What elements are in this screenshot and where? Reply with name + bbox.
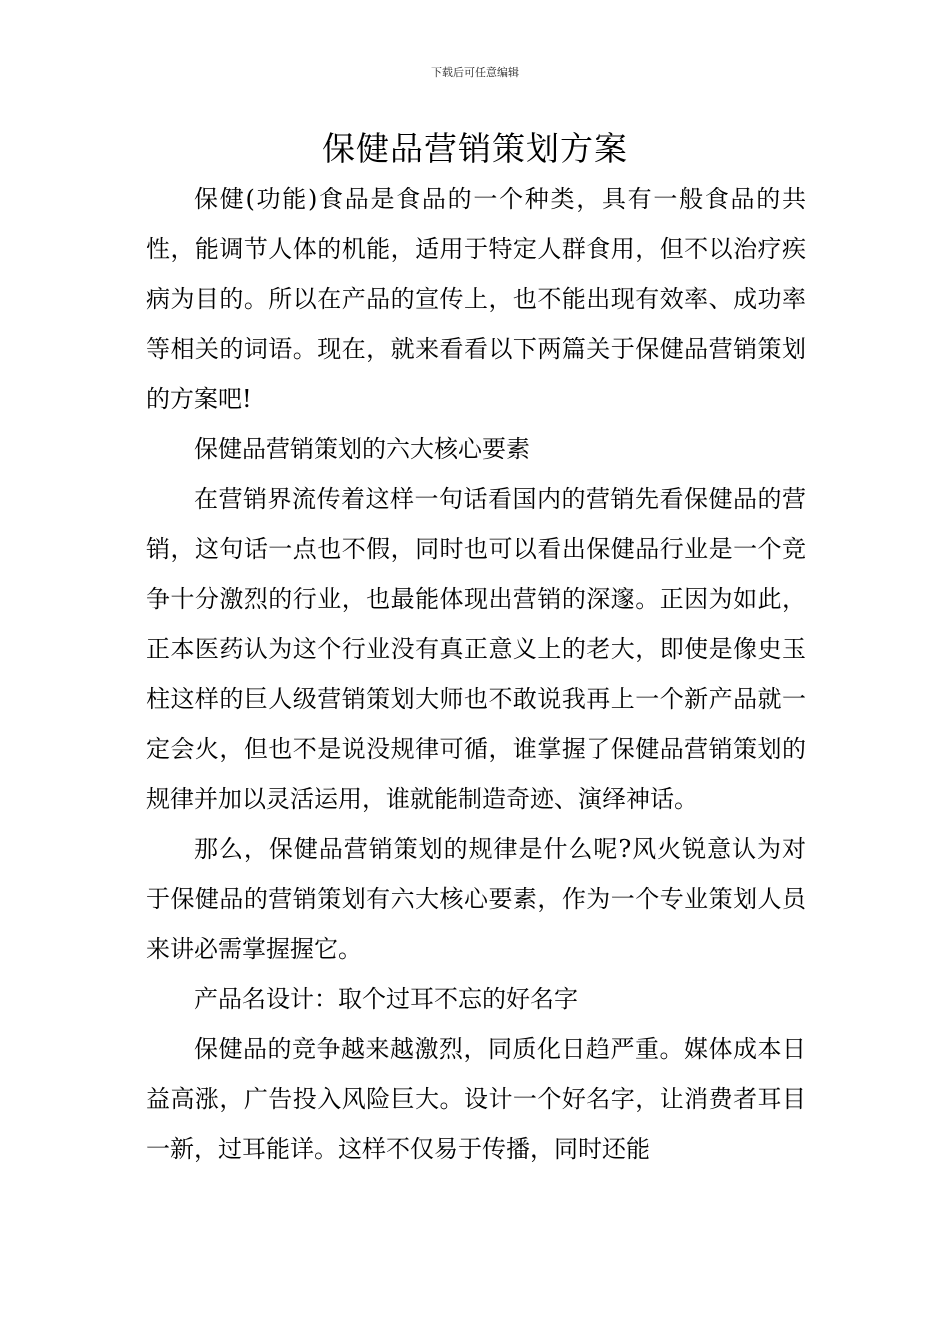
body-paragraph: 那么，保健品营销策划的规律是什么呢?风火锐意认为对于保健品的营销策划有六大核心要素，作为一个专业策划人员来讲必需掌握握它。 [146, 835, 806, 963]
header-note: 下载后可任意编辑 [431, 66, 519, 79]
document-body [146, 174, 806, 1174]
document-title: 保健品营销策划方案 [322, 129, 628, 168]
section-heading-six-core-elements: 保健品营销策划的六大核心要素 [194, 435, 530, 463]
section-heading-product-name: 产品名设计：取个过耳不忘的好名字 [194, 985, 578, 1013]
body-paragraph: 在营销界流传着这样一句话看国内的营销先看保健品的营销，这句话一点也不假，同时也可以看出保健品行业是一个竞争十分激烈的行业，也最能体现出营销的深邃。正因为如此，正本医药认为这个行业没有真正意义上的老大，即使是像史玉柱这样的巨人级营销策划大师也不敢说我再上一个新产品就一定会火，但也不是说没规律可循，谁掌握了保健品营销策划的规律并加以灵活运用，谁就能制造奇迹、演绎神话。 [146, 485, 806, 813]
body-paragraph: 保健品的竞争越来越激烈，同质化日趋严重。媒体成本日益高涨，广告投入风险巨大。设计一个好名字，让消费者耳目一新，过耳能详。这样不仅易于传播，同时还能 [146, 1035, 806, 1163]
intro-paragraph: 保健(功能)食品是食品的一个种类，具有一般食品的共性，能调节人体的机能，适用于特定人群食用，但不以治疗疾病为目的。所以在产品的宣传上，也不能出现有效率、成功率等相关的词语。现在，就来看看以下两篇关于保健品营销策划的方案吧! [146, 185, 806, 413]
